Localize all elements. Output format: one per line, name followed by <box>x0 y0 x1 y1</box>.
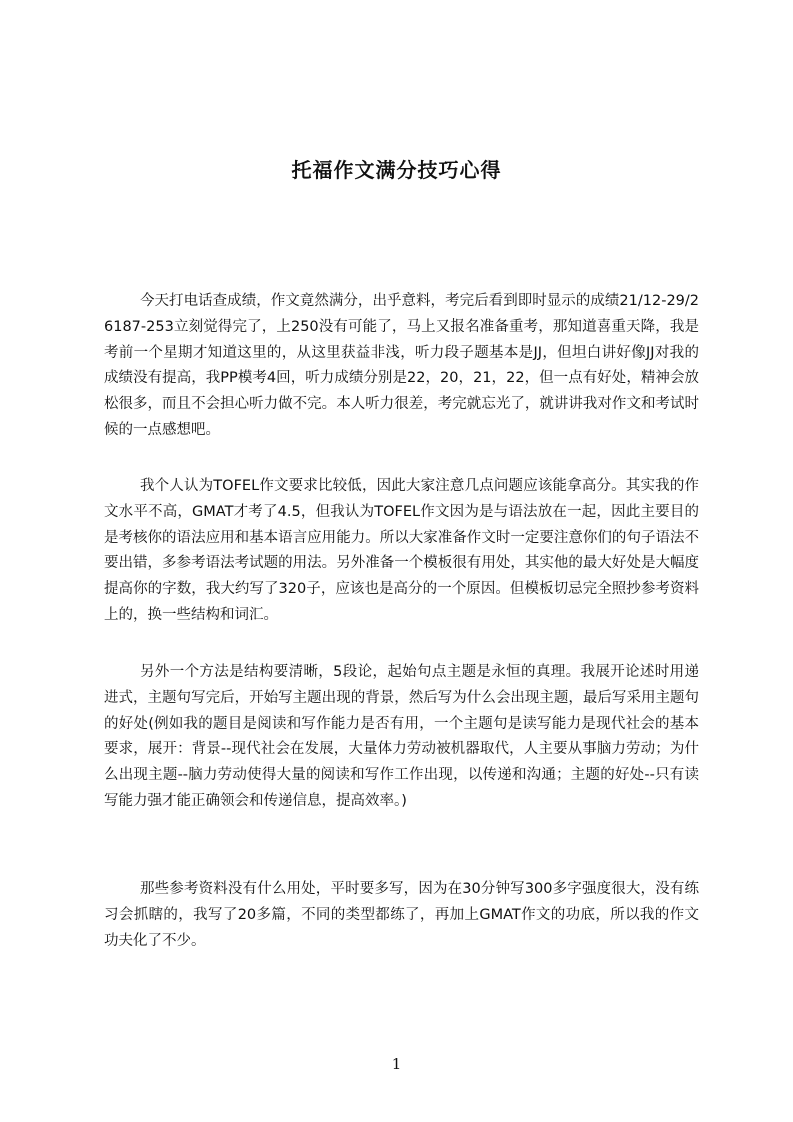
document-title: 托福作文满分技巧心得 <box>291 158 502 183</box>
paragraph-structure-advice: 另外一个方法是结构要清晰，5段论，起始句点主题是永恒的真理。我展开论述时用递进式，主题句写完后，开始写主题出现的背景，然后写为什么会出现主题，最后写采用主题句的好处(例如我的题目是阅读和写作能力是否有用，一个主题句是读写能力是现代社会的基本要求，展开：背景--现代社会在发展，大量体力劳动被机器取代，人主要从事脑力劳动；为什么出现主题--脑力劳动使得大量的阅读和写作工作出现，以传递和沟通；主题的好处--只有读写能力强才能正确领会和传递信息，提高效率。) <box>104 664 699 809</box>
paragraph-grammar-advice: 我个人认为TOFEL作文要求比较低，因此大家注意几点问题应该能拿高分。其实我的作文水平不高，GMAT才考了4.5，但我认为TOFEL作文因为是与语法放在一起，因此主要目的是考核你的语法应用和基本语言应用能力。所以大家准备作文时一定要注意你们的句子语法不要出错，多参考语法考试题的用法。另外准备一个模板很有用处，其实他的最大好处是大幅度提高你的字数，我大约写了320子，应该也是高分的一个原因。但模板切忌完全照抄参考资料上的，换一些结构和词汇。 <box>104 478 699 623</box>
paragraph-practice-advice: 那些参考资料没有什么用处，平时要多写，因为在30分钟写300多字强度很大，没有练习会抓瞎的，我写了20多篇，不同的类型都练了，再加上GMAT作文的功底，所以我的作文功夫化了不少。 <box>104 881 699 949</box>
paragraph-score-result: 今天打电话查成绩，作文竟然满分，出乎意料，考完后看到即时显示的成绩21/12-29/26187-253立刻觉得完了，上250没有可能了，马上又报名准备重考，那知道喜重天降，我是考前一个星期才知道这里的，从这里获益非浅，听力段子题基本是JJ，但坦白讲好像JJ对我的成绩没有提高，我PP模考4回，听力成绩分别是22，20，21，22，但一点有好处，精神会放松很多，而且不会担心听力做不完。本人听力很差，考完就忘光了，就讲讲我对作文和考试时候的一点感想吧。 <box>104 293 699 438</box>
page-number: 1 <box>391 1055 402 1073</box>
